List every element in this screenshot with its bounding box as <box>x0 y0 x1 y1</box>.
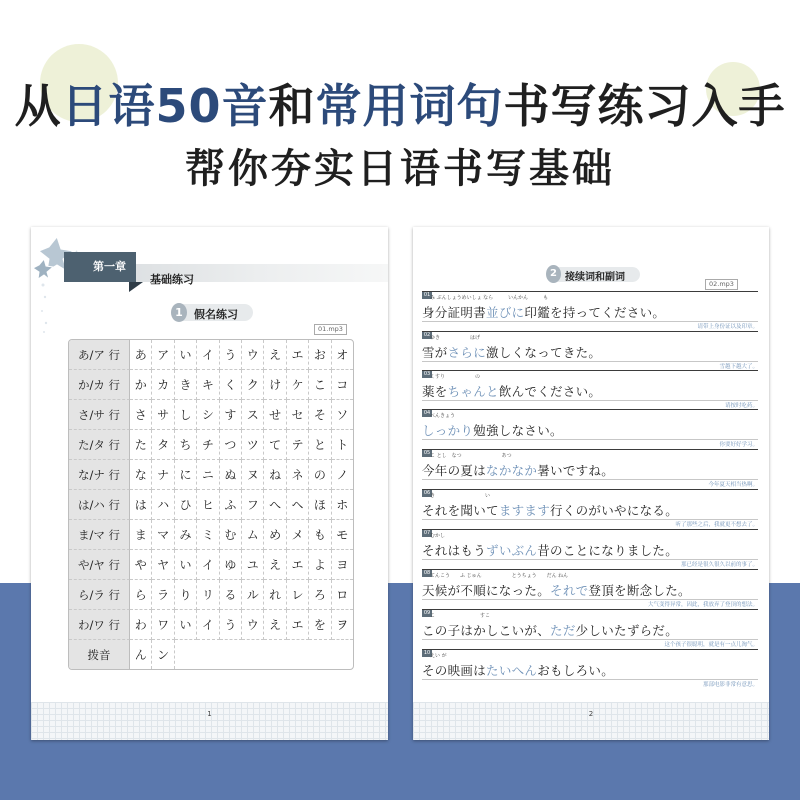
kana-cell: カ <box>152 370 174 400</box>
chinese-translation: 这个孩子很聪明，就是有一点儿淘气。 <box>664 642 758 648</box>
sentence-number: 03 <box>423 371 431 377</box>
lesson-title: 假名练习 <box>194 308 238 321</box>
audio-track-label: 02.mp3 <box>705 279 738 290</box>
lesson-number-badge: 1 <box>171 303 187 322</box>
chinese-translation: 请带上身份证以及印章。 <box>697 324 758 330</box>
kana-cell: と <box>309 430 331 460</box>
kana-row <box>69 340 353 370</box>
kana-cell: エ <box>287 340 309 370</box>
sentence-furigana: むかし <box>430 533 446 539</box>
sentence-text: 天候が不順になった。 <box>422 583 551 598</box>
kana-cell: せ <box>264 400 286 430</box>
sentence-text: 薬を <box>422 384 448 399</box>
kana-cell: イ <box>197 550 219 580</box>
sentence-text: 暑いですね。 <box>537 463 615 478</box>
kana-cell: ト <box>332 430 353 460</box>
writing-guide-line <box>422 400 758 401</box>
sentence-number: 07 <box>423 530 431 536</box>
kana-cell: な <box>130 460 152 490</box>
sentence-text: その映画は <box>422 663 487 678</box>
sentence-furigana: こ とし なつ あつ <box>430 453 512 459</box>
kana-cell: ち <box>175 430 197 460</box>
writing-guide-line <box>422 439 758 440</box>
sentence-text: この子はかしこいが、 <box>422 623 551 638</box>
kana-cell: ほ <box>309 490 331 520</box>
kana-cell: ヲ <box>332 610 353 640</box>
kana-cell: ナ <box>152 460 174 490</box>
sentence-text: 激しくなってきた。 <box>486 345 602 360</box>
kana-row-label: わ/ワ 行 <box>69 610 130 640</box>
kana-cell: い <box>175 550 197 580</box>
kana-cell: エ <box>287 550 309 580</box>
highlighted-word: ちゃんと <box>447 384 499 399</box>
kana-cell: ね <box>264 460 286 490</box>
sentence-text: それはもう <box>422 543 487 558</box>
kana-cell: れ <box>264 580 286 610</box>
kana-cell: ウ <box>242 340 264 370</box>
kana-row-label: な/ナ 行 <box>69 460 130 490</box>
kana-cell: ハ <box>152 490 174 520</box>
sentence-divider <box>422 649 758 650</box>
kana-cell: ゆ <box>220 550 242 580</box>
kana-row-label: ら/ラ 行 <box>69 580 130 610</box>
headline-accent-1: 日语50音 <box>61 79 269 133</box>
sentence-divider <box>422 370 758 371</box>
kana-cell: エ <box>287 610 309 640</box>
kana-cell: か <box>130 370 152 400</box>
kana-row-label: は/ハ 行 <box>69 490 130 520</box>
japanese-sentence <box>422 382 601 400</box>
kana-cell: ク <box>242 370 264 400</box>
kana-row <box>69 580 353 610</box>
sentence-text: 勉強しなさい。 <box>473 423 563 438</box>
kana-cell: オ <box>332 340 353 370</box>
kana-cell: キ <box>197 370 219 400</box>
sentence-text: 昔のことになりました。 <box>537 543 679 558</box>
lesson-number-badge: 2 <box>546 265 561 283</box>
kana-cell: ワ <box>152 610 174 640</box>
chinese-translation: 那部电影非常有意思。 <box>702 682 758 688</box>
sentence-number: 01 <box>423 292 431 298</box>
highlighted-word: それで <box>550 583 589 598</box>
kana-cell: へ <box>264 490 286 520</box>
highlighted-word: 並びに <box>486 305 525 320</box>
kana-cell: ニ <box>197 460 219 490</box>
kana-cell: わ <box>130 610 152 640</box>
japanese-sentence <box>422 421 563 439</box>
kana-row-label: ま/マ 行 <box>69 520 130 550</box>
kana-cell: し <box>175 400 197 430</box>
sentence-text: 飲んでください。 <box>498 384 602 399</box>
kana-cell: も <box>309 520 331 550</box>
kana-cell: メ <box>287 520 309 550</box>
headline-mid: 和 <box>268 79 316 133</box>
sentence-divider <box>422 529 758 530</box>
kana-cell: ラ <box>152 580 174 610</box>
sentence-text: 少しいたずらだ。 <box>575 623 679 638</box>
kana-cell: の <box>309 460 331 490</box>
sentence-text: 今年の夏は <box>422 463 487 478</box>
kana-cell: フ <box>242 490 264 520</box>
sentence-number: 10 <box>423 650 431 656</box>
kana-row <box>69 400 353 430</box>
book-page-2 <box>413 227 769 740</box>
kana-cell: チ <box>197 430 219 460</box>
japanese-sentence <box>422 501 678 519</box>
kana-row <box>69 430 353 460</box>
kana-cell: え <box>264 550 286 580</box>
sentence-furigana: べんきょう <box>430 413 456 419</box>
kana-cell: い <box>175 340 197 370</box>
page-footer-grid <box>413 702 769 740</box>
kana-cell: う <box>220 340 242 370</box>
chinese-translation: 大气变得异常，因此，我放弃了登顶的想法。 <box>647 602 758 608</box>
kana-cell: ぬ <box>220 460 242 490</box>
kana-cell: セ <box>287 400 309 430</box>
kana-cell: ン <box>152 640 174 669</box>
sentence-furigana: き い <box>430 493 491 499</box>
kana-cell: ム <box>242 520 264 550</box>
kana-cell: ネ <box>287 460 309 490</box>
chinese-translation: 今年夏天相当热啊。 <box>708 482 758 488</box>
chinese-translation: 雪越下越大了。 <box>719 364 758 370</box>
kana-cell: テ <box>287 430 309 460</box>
kana-row-label: た/タ 行 <box>69 430 130 460</box>
kana-cell: さ <box>130 400 152 430</box>
sentence-furigana: み ぶんしょうめいしょ なら いんかん も <box>430 295 549 301</box>
highlighted-word: ただ <box>550 623 576 638</box>
japanese-sentence <box>422 343 601 361</box>
kana-cell: シ <box>197 400 219 430</box>
kana-row <box>69 610 353 640</box>
japanese-sentence <box>422 581 691 599</box>
kana-cell: お <box>309 340 331 370</box>
kana-row <box>69 640 353 669</box>
kana-cell: ま <box>130 520 152 550</box>
kana-cell: ア <box>152 340 174 370</box>
section-title: 基础练习 <box>150 273 194 286</box>
kana-cell: ヤ <box>152 550 174 580</box>
kana-row-label: か/カ 行 <box>69 370 130 400</box>
book-page-1 <box>31 227 388 740</box>
kana-cell: ん <box>130 640 152 669</box>
kana-cell: タ <box>152 430 174 460</box>
kana-cell: あ <box>130 340 152 370</box>
kana-cell: む <box>220 520 242 550</box>
sentence-divider <box>422 409 758 410</box>
kana-cell: よ <box>309 550 331 580</box>
kana-cell: ヘ <box>287 490 309 520</box>
kana-row-label: さ/サ 行 <box>69 400 130 430</box>
audio-track-label: 01.mp3 <box>314 324 347 335</box>
kana-cell: て <box>264 430 286 460</box>
headline-pre: 从 <box>14 79 62 133</box>
kana-cell: め <box>264 520 286 550</box>
chinese-translation: 那已经是很久很久以前的事了。 <box>680 562 758 568</box>
writing-guide-line <box>422 361 758 362</box>
kana-cell: ユ <box>242 550 264 580</box>
page-number: 2 <box>588 710 594 718</box>
sentence-furigana: えい が <box>430 653 447 659</box>
kana-cell: ル <box>242 580 264 610</box>
sentence-furigana: こ すこ <box>430 613 491 619</box>
kana-row-label: や/ヤ 行 <box>69 550 130 580</box>
kana-cell: る <box>220 580 242 610</box>
kana-cell: ノ <box>332 460 353 490</box>
kana-cell: ヨ <box>332 550 353 580</box>
japanese-sentence <box>422 621 678 639</box>
kana-cell: そ <box>309 400 331 430</box>
kana-row <box>69 550 353 580</box>
chinese-translation: 听了那些之后，我就更不想去了。 <box>675 522 758 528</box>
sentence-number: 02 <box>423 332 431 338</box>
kana-row-label: 拨音 <box>69 640 130 669</box>
sentence-furigana: くすり の <box>430 374 481 380</box>
sentence-furigana: ゆき はげ <box>430 335 481 341</box>
kana-cell: ミ <box>197 520 219 550</box>
japanese-sentence <box>422 661 614 679</box>
highlighted-word: ますます <box>498 503 551 518</box>
kana-cell: ら <box>130 580 152 610</box>
kana-table <box>68 339 354 670</box>
lesson-title: 接续词和副词 <box>565 272 625 283</box>
sentence-text: それを聞いて <box>422 503 499 518</box>
headline-line-2: 帮你夯实日语书写基础 <box>185 146 615 192</box>
kana-cell: サ <box>152 400 174 430</box>
chinese-translation: 请按时吃药。 <box>724 403 758 409</box>
sentence-divider <box>422 489 758 490</box>
kana-cell: に <box>175 460 197 490</box>
sentence-number: 08 <box>423 570 431 576</box>
sentence-divider <box>422 609 758 610</box>
kana-cell: ケ <box>287 370 309 400</box>
kana-cell: イ <box>197 610 219 640</box>
cherry-blossom-decoration <box>31 227 106 337</box>
kana-cell: レ <box>287 580 309 610</box>
kana-cell: ツ <box>242 430 264 460</box>
chapter-label: 第一章 <box>93 260 126 273</box>
kana-cell: ヒ <box>197 490 219 520</box>
sentence-text: 身分証明書 <box>422 305 487 320</box>
sentence-divider <box>422 449 758 450</box>
kana-cell: は <box>130 490 152 520</box>
kana-cell: い <box>175 610 197 640</box>
kana-cell: マ <box>152 520 174 550</box>
chinese-translation: 你要好好学习。 <box>719 442 758 448</box>
kana-cell: や <box>130 550 152 580</box>
highlighted-word: ずいぶん <box>486 543 538 558</box>
kana-cell: ろ <box>309 580 331 610</box>
kana-cell: を <box>309 610 331 640</box>
sentence-divider <box>422 331 758 332</box>
sentence-text: 雪が <box>422 345 448 360</box>
kana-cell: こ <box>309 370 331 400</box>
kana-cell: ヌ <box>242 460 264 490</box>
kana-cell: ス <box>242 400 264 430</box>
sentence-number: 06 <box>423 490 431 496</box>
kana-cell: ふ <box>220 490 242 520</box>
empty-cell <box>175 640 353 669</box>
kana-cell: ソ <box>332 400 353 430</box>
kana-cell: リ <box>197 580 219 610</box>
japanese-sentence <box>422 303 665 321</box>
kana-cell: く <box>220 370 242 400</box>
kana-cell: す <box>220 400 242 430</box>
kana-row <box>69 460 353 490</box>
kana-cell: け <box>264 370 286 400</box>
kana-row <box>69 490 353 520</box>
highlighted-word: たいへん <box>486 663 538 678</box>
kana-cell: た <box>130 430 152 460</box>
kana-cell: ウ <box>242 610 264 640</box>
kana-cell: り <box>175 580 197 610</box>
highlighted-word: さらに <box>447 345 487 360</box>
kana-cell: き <box>175 370 197 400</box>
sentence-divider <box>422 291 758 292</box>
kana-cell: ひ <box>175 490 197 520</box>
kana-row-label: あ/ア 行 <box>69 340 130 370</box>
kana-cell: モ <box>332 520 353 550</box>
kana-cell: え <box>264 610 286 640</box>
sentence-text: おもしろい。 <box>537 663 615 678</box>
headline-post: 书写练习入手 <box>503 79 786 133</box>
kana-cell: コ <box>332 370 353 400</box>
kana-cell: ホ <box>332 490 353 520</box>
sentence-text: 登頂を断念した。 <box>588 583 691 598</box>
kana-cell: み <box>175 520 197 550</box>
kana-row <box>69 370 353 400</box>
kana-cell: イ <box>197 340 219 370</box>
kana-cell: う <box>220 610 242 640</box>
highlighted-word: なかなか <box>486 463 538 478</box>
kana-cell: え <box>264 340 286 370</box>
japanese-sentence <box>422 541 678 559</box>
sentence-divider <box>422 569 758 570</box>
sentence-number: 09 <box>423 610 431 616</box>
sentence-number: 04 <box>423 410 431 416</box>
page-footer-grid <box>31 702 388 740</box>
highlighted-word: しっかり <box>422 423 474 438</box>
headline-accent-2: 常用词句 <box>315 79 504 133</box>
chapter-tab-fold <box>129 282 143 292</box>
headline-line-1 <box>0 70 800 136</box>
kana-cell: つ <box>220 430 242 460</box>
kana-cell: ロ <box>332 580 353 610</box>
sentence-text: 行くのがいやになる。 <box>550 503 679 518</box>
sentence-number: 05 <box>423 450 431 456</box>
page-number: 1 <box>207 710 212 718</box>
sentence-text: 印鑑を持ってください。 <box>524 305 666 320</box>
kana-row <box>69 520 353 550</box>
sentence-furigana: てんこう ふ じゅん とうちょう だん ねん <box>430 573 569 579</box>
japanese-sentence <box>422 461 614 479</box>
